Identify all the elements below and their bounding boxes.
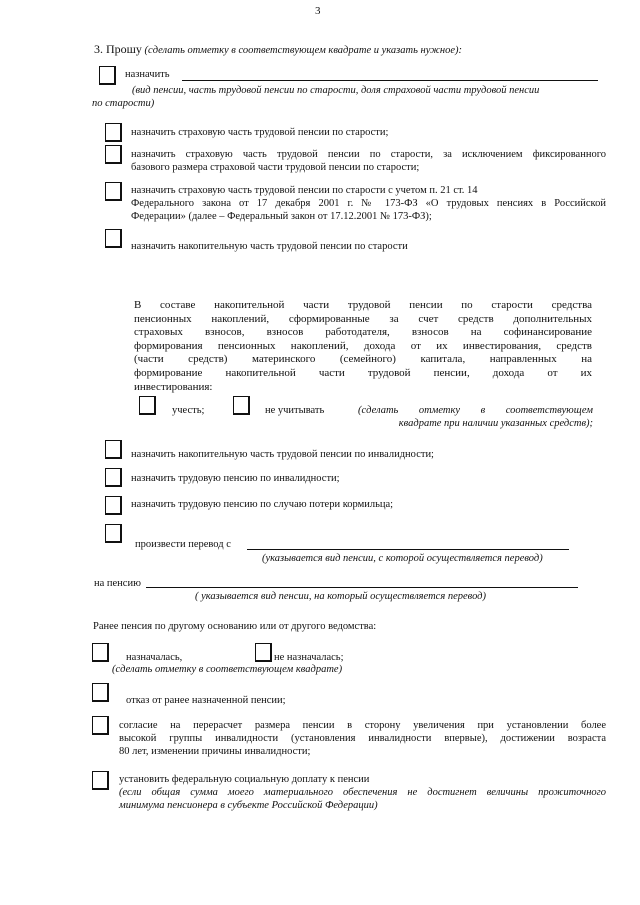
option-line: 80 лет, изменении причины инвалидности; <box>119 746 311 757</box>
checkbox-survivor-pension[interactable] <box>105 496 122 515</box>
transfer-from-hint: (указывается вид пенсии, с которой осуществляется перевод) <box>262 553 543 564</box>
option-line: назначить страховую часть трудовой пенсии по старости, за исключением фиксированного <box>131 149 606 160</box>
section-heading <box>94 43 462 57</box>
transfer-to-hint: ( указывается вид пенсии, на который осуществляется перевод) <box>195 591 486 602</box>
consider-label: учесть; <box>172 405 205 416</box>
paragraph-line: формирование накопительной части трудовой пенсии, дохода от их <box>134 366 592 379</box>
transfer-to-line[interactable] <box>146 587 578 588</box>
option-line: базового размера страховой части трудовой пенсии по старости; <box>131 162 420 173</box>
was-assigned-label: назначалась, <box>126 652 183 663</box>
not-consider-label: не учитывать <box>265 405 325 416</box>
option-line: согласие на перерасчет размера пенсии в сторону увеличения при установлении более <box>119 720 606 731</box>
option-social-supplement <box>119 773 606 812</box>
option-hint-line: минимума пенсионера в субъекте Российской Федерации) <box>119 800 378 811</box>
checkbox-consider[interactable] <box>139 396 156 415</box>
option-line: высокой группы инвалидности (установления инвалидности впервые), достижении возраста <box>119 733 606 744</box>
paragraph-line: В составе накопительной части трудовой пенсии по старости средства <box>134 299 592 311</box>
option-line: установить федеральную социальную доплату к пенсии <box>119 774 370 785</box>
option-refusal: отказ от ранее назначенной пенсии; <box>126 695 286 706</box>
checkbox-not-assigned[interactable] <box>255 643 272 662</box>
checkbox-assign[interactable] <box>99 66 116 85</box>
transfer-from-line[interactable] <box>247 549 569 550</box>
assign-hint-1: (вид пенсии, часть трудовой пенсии по старости, доля страховой части трудовой пенсии <box>132 85 540 96</box>
transfer-to-label: на пенсию <box>94 578 141 589</box>
assign-hint-2: по старости) <box>92 98 155 109</box>
paragraph-line: пенсионных накоплений, сформированные за счет средств дополнительных <box>134 312 592 325</box>
option-savings-disability: назначить накопительную часть трудовой пенсии по инвалидности; <box>131 449 434 460</box>
not-assigned-label: не назначалась; <box>274 652 344 663</box>
assign-input-line[interactable] <box>182 80 598 81</box>
checkbox-not-consider[interactable] <box>233 396 250 415</box>
consider-hint <box>358 404 593 430</box>
previous-title: Ранее пенсия по другому основанию или от другого ведомства: <box>93 621 377 632</box>
option-savings-part: назначить накопительную часть трудовой пенсии по старости <box>131 241 408 252</box>
checkbox-refusal[interactable] <box>92 683 109 702</box>
assign-label: назначить <box>125 69 170 80</box>
paragraph-line: инвестирования: <box>134 380 213 393</box>
checkbox-insurance-part-excl[interactable] <box>105 145 122 164</box>
checkbox-savings-disability[interactable] <box>105 440 122 459</box>
checkbox-disability-pension[interactable] <box>105 468 122 487</box>
page-number: 3 <box>315 5 321 17</box>
checkbox-savings-part[interactable] <box>105 229 122 248</box>
option-insurance-part: назначить страховую часть трудовой пенсии по старости; <box>131 127 389 138</box>
checkbox-insurance-part[interactable] <box>105 123 122 142</box>
option-recalculation <box>119 719 606 758</box>
paragraph-line: формирования пенсионных накоплений, дохода от их инвестирования, средств <box>134 339 592 352</box>
consider-hint-1: (сделать отметку в соответствующем <box>358 405 593 416</box>
option-disability-pension: назначить трудовую пенсию по инвалидности; <box>131 473 340 484</box>
paragraph-line: страховых взносов, взносов работодателя, взносов на софинансирование <box>134 326 592 339</box>
checkbox-transfer[interactable] <box>105 524 122 543</box>
section-heading-hint: (сделать отметку в соответствующем квадрате и указать нужное): <box>144 45 462 56</box>
section-heading-label: 3. Прошу <box>94 42 142 56</box>
paragraph-line: (части средств) материнского (семейного) капитала, направленных на <box>134 353 592 366</box>
option-insurance-p21 <box>131 184 606 223</box>
transfer-label: произвести перевод с <box>135 539 231 550</box>
option-line: назначить страховую часть трудовой пенсии по старости с учетом п. 21 ст. 14 <box>131 185 478 196</box>
option-line: Федерации» (далее – Федеральный закон от 17.12.2001 № 173-ФЗ); <box>131 211 432 222</box>
checkbox-insurance-p21[interactable] <box>105 182 122 201</box>
consider-hint-2: квадрате при наличии указанных средств); <box>398 418 593 429</box>
previous-hint: (сделать отметку в соответствующем квадрате) <box>112 664 343 675</box>
checkbox-social-supplement[interactable] <box>92 771 109 790</box>
option-line: Федерального закона от 17 декабря 2001 г. № 173-ФЗ «О трудовых пенсиях в Российской <box>131 198 606 209</box>
checkbox-recalculation[interactable] <box>92 716 109 735</box>
savings-paragraph <box>134 299 592 394</box>
option-insurance-part-excl <box>131 148 606 174</box>
option-survivor-pension: назначить трудовую пенсию по случаю потери кормильца; <box>131 499 394 510</box>
option-hint-line: (если общая сумма моего материального обеспечения не достигнет величины прожиточного <box>119 787 606 798</box>
checkbox-was-assigned[interactable] <box>92 643 109 662</box>
